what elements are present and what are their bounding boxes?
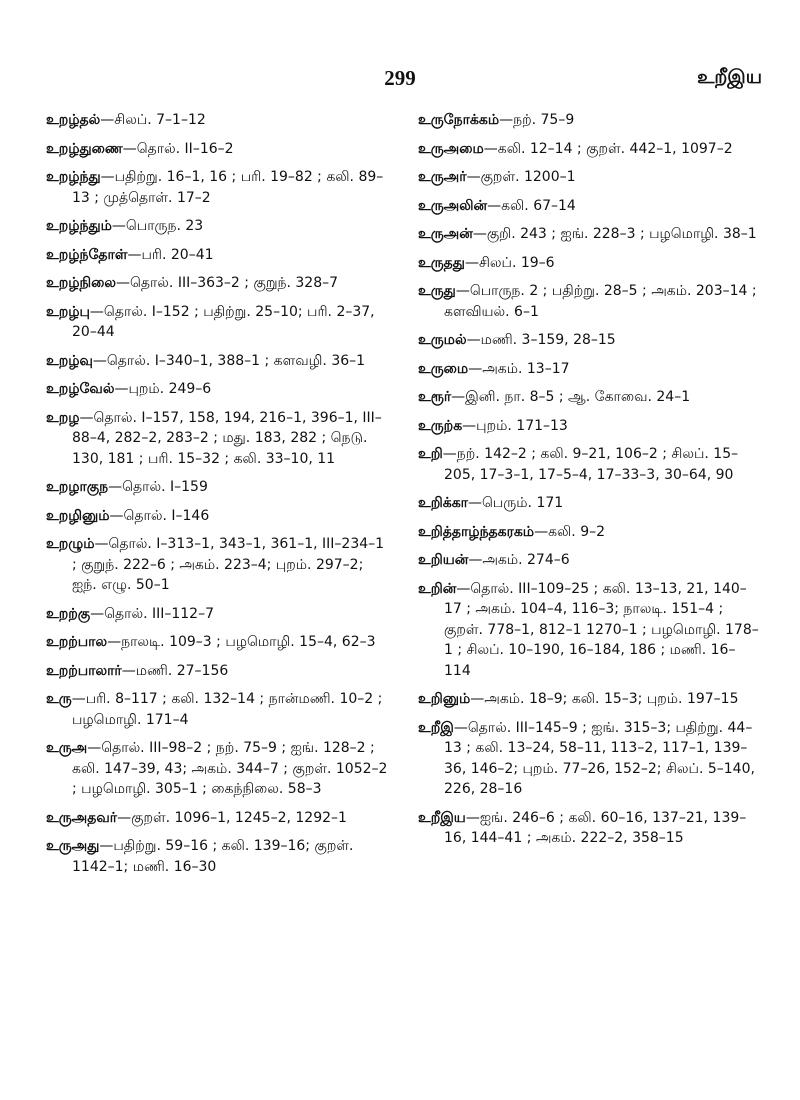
entry-dash: — xyxy=(121,662,136,679)
index-entry xyxy=(418,330,762,351)
entry-dash: — xyxy=(115,275,130,291)
entry-dash: — xyxy=(470,691,485,707)
entry-headword: உருது xyxy=(418,283,456,299)
entry-headword: உறி xyxy=(418,446,443,462)
entry-headword: உருமை xyxy=(418,360,469,377)
entry-dash: — xyxy=(111,218,126,234)
entry-references: பெரும். 171 xyxy=(481,495,564,511)
index-entry xyxy=(46,661,390,682)
entry-dash: — xyxy=(71,691,86,707)
entry-references: தொல். I–159 xyxy=(122,479,208,495)
entry-headword: உறழ்ந்து xyxy=(46,169,101,185)
index-entry xyxy=(46,632,390,653)
index-entry xyxy=(418,139,762,160)
index-entry xyxy=(418,387,762,408)
entry-references: கலி. 9–2 xyxy=(548,523,606,540)
entry-dash: — xyxy=(94,536,109,552)
running-head: உறீஇய xyxy=(697,66,762,88)
entry-references: தொல். III–98–2 ; நற். 75–9 ; ஐங். 128–2 ; கலி. 147–39, 43; அகம். 344–7 ; குறள். 1052–2 ; பழமொழி. 305–1 ; கைந்நிலை. 58–3 xyxy=(72,740,388,797)
entry-headword: உறிக்கா xyxy=(418,495,468,511)
entry-references: நற். 75–9 xyxy=(513,112,575,128)
entry-dash: — xyxy=(451,389,466,405)
entry-headword: உருமல் xyxy=(418,332,467,348)
entry-references: பரி. 8–117 ; கலி. 132–14 ; நான்மணி. 10–2 ; பழமொழி. 171–4 xyxy=(72,691,383,728)
entry-headword: உறற்பாலார் xyxy=(46,662,122,679)
index-entry xyxy=(418,416,762,437)
entry-dash: — xyxy=(499,112,514,128)
entry-headword: உறழ xyxy=(46,409,80,426)
entry-references: நாலடி. 109–3 ; பழமொழி. 15–4, 62–3 xyxy=(121,634,376,650)
entry-references: கலி. 67–14 xyxy=(501,197,576,214)
entry-dash: — xyxy=(100,112,115,128)
entry-headword: உறழ்ந்தோள் xyxy=(46,246,128,263)
entry-dash: — xyxy=(453,719,468,736)
entry-headword: உறழ்நிலை xyxy=(46,275,116,291)
entry-dash: — xyxy=(467,495,482,511)
index-entry xyxy=(46,216,390,237)
entry-headword: உரூர் xyxy=(418,389,452,405)
entry-references: புறம். 249–6 xyxy=(128,381,212,397)
entry-references: புறம். 171–13 xyxy=(476,417,568,434)
entry-references: அகம். 18–9; கலி. 15–3; புறம். 197–15 xyxy=(484,691,739,707)
entry-dash: — xyxy=(109,507,124,524)
entry-references: தொல். I–146 xyxy=(123,507,210,524)
index-entry xyxy=(46,167,390,208)
entry-dash: — xyxy=(455,283,470,299)
entry-dash: — xyxy=(107,634,122,650)
entry-dash: — xyxy=(464,254,479,271)
index-entry xyxy=(418,110,762,131)
entry-headword: உறீஇய xyxy=(418,809,466,826)
entry-references: சிலப். 7–1–12 xyxy=(114,112,206,128)
index-entry xyxy=(418,808,762,849)
entry-headword: உறழ்வு xyxy=(46,352,93,369)
entry-references: தொல். III–145–9 ; ஐங். 315–3; பதிற்று. 44–13 ; கலி. 13–24, 58–11, 113–2, 117–1, 139–36, 146–2; புறம். 77–26, 152–2; சிலப். 5–140, 226, 28–16 xyxy=(444,719,755,797)
entry-dash: — xyxy=(442,446,457,462)
entry-dash: — xyxy=(108,479,123,495)
index-entry xyxy=(418,522,762,543)
entry-dash: — xyxy=(462,417,477,434)
entry-references: தொல். I–340–1, 388–1 ; களவழி. 36–1 xyxy=(106,352,366,369)
index-entry xyxy=(46,408,390,470)
entry-dash: — xyxy=(483,140,498,157)
index-entry xyxy=(418,359,762,380)
entry-references: பொருந. 23 xyxy=(125,218,204,234)
entry-headword: உருஅலின் xyxy=(418,197,488,214)
index-entry xyxy=(46,477,390,498)
index-entry xyxy=(418,281,762,322)
entry-references: குறள். 1200–1 xyxy=(480,169,576,185)
entry-references: தொல். I–157, 158, 194, 216–1, 396–1, III–88–4, 282–2, 283–2 ; மது. 183, 282 ; நெடு. 130, 181 ; பரி. 15–32 ; கலி. 33–10, 11 xyxy=(72,409,382,467)
entry-headword: உருஅ xyxy=(46,740,88,756)
index-entry xyxy=(418,167,762,188)
entry-references: கலி. 12–14 ; குறள். 442–1, 1097–2 xyxy=(497,140,733,157)
entry-references: தொல். I–152 ; பதிற்று. 25–10; பரி. 2–37, 20–44 xyxy=(72,303,375,340)
entry-headword: உறழ்தல் xyxy=(46,112,101,128)
entry-headword: உறினும் xyxy=(418,691,471,707)
entry-dash: — xyxy=(487,197,502,214)
entry-dash: — xyxy=(79,409,94,426)
index-entry xyxy=(46,506,390,527)
entry-headword: உருற்க xyxy=(418,417,463,434)
entry-dash: — xyxy=(87,740,102,756)
entry-headword: உருஅமை xyxy=(418,140,484,157)
entry-references: தொல். III–112–7 xyxy=(104,605,214,622)
entry-references: ஐங். 246–6 ; கலி. 60–16, 137–21, 139–16, 144–41 ; அகம். 222–2, 358–15 xyxy=(444,809,747,846)
entry-references: பொருந. 2 ; பதிற்று. 28–5 ; அகம். 203–14 ; களவியல். 6–1 xyxy=(444,283,757,320)
index-entry xyxy=(46,245,390,266)
entry-dash: — xyxy=(465,809,480,826)
index-entry xyxy=(418,579,762,682)
index-entry xyxy=(46,273,390,294)
entry-headword: உருநோக்கம் xyxy=(418,112,500,128)
entry-references: குறள். 1096–1, 1245–2, 1292–1 xyxy=(131,809,347,826)
entry-references: பதிற்று. 59–16 ; கலி. 139–16; குறள். 1142–1; மணி. 16–30 xyxy=(72,838,354,875)
entry-headword: உருஅர் xyxy=(418,169,467,185)
entry-references: பரி. 20–41 xyxy=(141,246,214,263)
entry-references: தொல். II–16–2 xyxy=(136,140,234,157)
index-entry xyxy=(46,738,390,800)
entry-dash: — xyxy=(114,381,129,397)
entry-headword: உறற்பால xyxy=(46,634,108,650)
index-entry xyxy=(418,718,762,800)
right-column xyxy=(418,110,762,857)
index-entry xyxy=(418,689,762,710)
entry-references: தொல். III–109–25 ; கலி. 13–13, 21, 140–17 ; அகம். 104–4, 116–3; நாலடி. 151–4 ; குறள். 778–1, 812–1 1270–1 ; பழமொழி. 178–1 ; சிலப். 10–190, 16–184, 186 ; மணி. 16–114 xyxy=(444,580,759,679)
index-entry xyxy=(46,836,390,877)
entry-headword: உருஅன் xyxy=(418,226,473,242)
index-entry xyxy=(418,493,762,514)
entry-headword: உறழ்துணை xyxy=(46,140,123,157)
entry-references: குறி. 243 ; ஐங். 228–3 ; பழமொழி. 38–1 xyxy=(486,226,757,242)
entry-dash: — xyxy=(122,140,137,157)
entry-dash: — xyxy=(466,332,481,348)
index-entry xyxy=(46,110,390,131)
entry-headword: உறின் xyxy=(418,580,457,597)
entry-headword: உரு xyxy=(46,691,72,707)
entry-dash: — xyxy=(456,580,471,597)
entry-headword: உறழும் xyxy=(46,536,95,552)
index-entry xyxy=(46,534,390,596)
index-entry xyxy=(418,550,762,571)
entry-dash: — xyxy=(472,226,487,242)
entry-references: தொல். I–313–1, 343–1, 361–1, III–234–1 ; குறுந். 222–6 ; அகம். 223–4; புறம். 297–2; ஐந். எழு. 50–1 xyxy=(72,536,385,593)
index-entry xyxy=(46,379,390,400)
entry-references: நற். 142–2 ; கலி. 9–21, 106–2 ; சிலப். 15–205, 17–3–1, 17–5–4, 17–33–3, 30–64, 90 xyxy=(444,446,739,483)
index-entry xyxy=(418,444,762,485)
index-entry xyxy=(46,302,390,343)
entry-references: அகம். 13–17 xyxy=(482,360,570,377)
entry-dash: — xyxy=(117,809,132,826)
entry-dash: — xyxy=(90,605,105,622)
index-entry xyxy=(46,604,390,625)
entry-headword: உறழ்வேல் xyxy=(46,381,115,397)
entry-dash: — xyxy=(468,552,483,568)
entry-headword: உறீஇ xyxy=(418,719,454,736)
entry-headword: உறழாகுந xyxy=(46,479,109,495)
left-column xyxy=(46,110,390,885)
entry-references: மணி. 3–159, 28–15 xyxy=(480,332,616,348)
entry-dash: — xyxy=(99,838,114,854)
entry-dash: — xyxy=(92,352,107,369)
entry-headword: உருஅது xyxy=(46,838,100,854)
entry-dash: — xyxy=(466,169,481,185)
entry-references: இனி. நா. 8–5 ; ஆ. கோவை. 24–1 xyxy=(465,389,691,405)
entry-dash: — xyxy=(127,246,142,263)
index-entry xyxy=(46,689,390,730)
index-entry xyxy=(418,196,762,217)
entry-references: பதிற்று. 16–1, 16 ; பரி. 19–82 ; கலி. 89–13 ; முத்தொள். 17–2 xyxy=(72,169,384,206)
entry-dash: — xyxy=(89,303,104,320)
index-entry xyxy=(418,253,762,274)
entry-references: சிலப். 19–6 xyxy=(478,254,555,271)
entry-headword: உறழ்ந்தும் xyxy=(46,218,112,234)
entry-references: மணி. 27–156 xyxy=(135,662,229,679)
entry-dash: — xyxy=(100,169,115,185)
entry-headword: உறியன் xyxy=(418,552,469,568)
entry-headword: உறற்கு xyxy=(46,605,91,622)
entry-headword: உறழினும் xyxy=(46,507,110,524)
entry-headword: உறழ்பு xyxy=(46,303,90,320)
index-entry xyxy=(46,139,390,160)
index-entry xyxy=(418,224,762,245)
entry-references: அகம். 274–6 xyxy=(482,552,570,568)
entry-headword: உருதது xyxy=(418,254,465,271)
page-number: 299 xyxy=(384,66,416,90)
entry-headword: உறித்தாழ்ந்தகரகம் xyxy=(418,523,535,540)
index-entry xyxy=(46,808,390,829)
entry-headword: உருஅதவர் xyxy=(46,809,118,826)
index-entry xyxy=(46,351,390,372)
entry-dash: — xyxy=(534,523,549,540)
entry-references: தொல். III–363–2 ; குறுந். 328–7 xyxy=(129,275,339,291)
entry-dash: — xyxy=(468,360,483,377)
